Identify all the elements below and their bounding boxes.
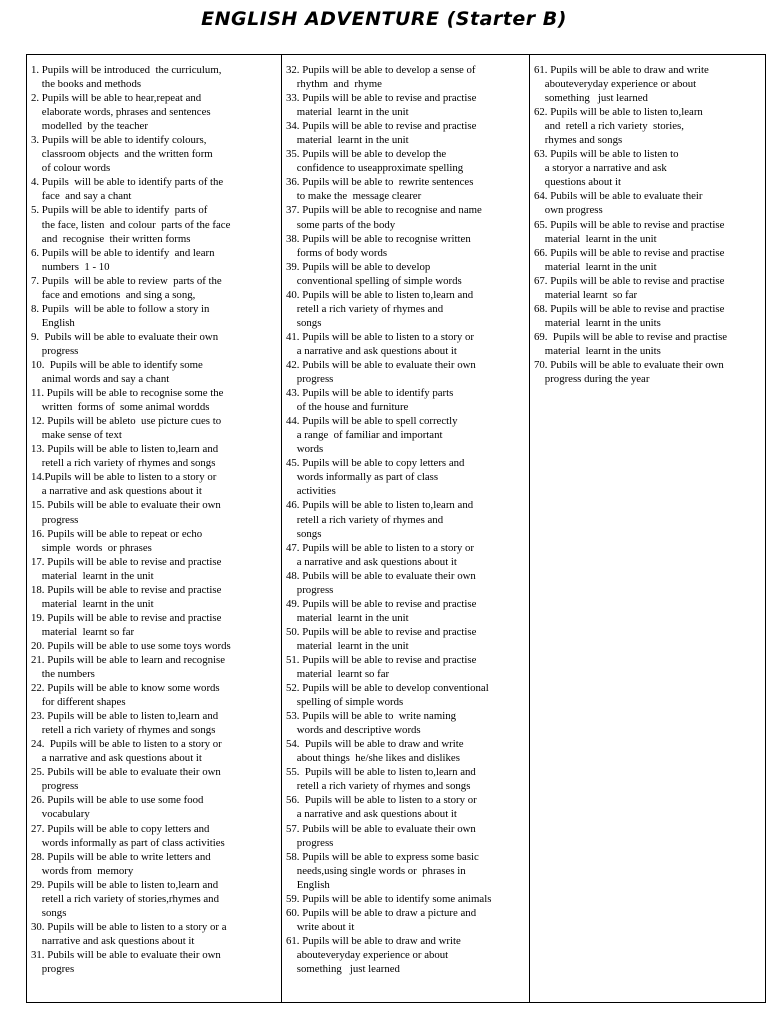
objectives-column-2 (282, 55, 530, 1002)
objective-line: 54. Pupils will be able to draw and write (286, 738, 464, 751)
objective-line: confidence to useapproximate spelling (286, 162, 464, 175)
objective-line: 57. Pubils will be able to evaluate their own (286, 822, 476, 835)
objective-line: 50. Pupils will be able to revise and practise (286, 625, 477, 638)
objective-line: rhymes and songs (534, 134, 623, 147)
objective-line: 53. Pupils will be able to write naming (286, 710, 457, 723)
objective-line: activities (286, 485, 336, 498)
objective-line: 44. Pupils will be able to spell correctly (286, 415, 458, 428)
objective-line: material learnt in the unit (286, 134, 409, 147)
objective-line: words informally as part of class (286, 471, 439, 484)
objective-line: 32. Pupils will be able to develop a sense of (286, 64, 476, 76)
objective-line: 61. Pupils will be able to draw and write (534, 64, 709, 76)
objective-line: a narrative and ask questions about it (31, 752, 202, 765)
objective-line: words and descriptive words (286, 724, 421, 737)
objective-line: a range of familiar and important (286, 429, 443, 442)
objective-line: face and say a chant (31, 190, 132, 203)
objective-line: words (286, 443, 324, 456)
objective-line: 63. Pupils will be able to listen to (534, 148, 679, 161)
objectives-table (26, 54, 766, 1003)
objective-line: 68. Pupils will be able to revise and practise (534, 302, 725, 315)
objective-line: a narrative and ask questions about it (286, 808, 457, 821)
objective-line: 26. Pupils will be able to use some food (31, 794, 204, 807)
objective-line: material learnt in the units (534, 344, 661, 357)
objective-line: 19. Pupils will be able to revise and practise (31, 611, 222, 624)
objective-line: conventional spelling of simple words (286, 274, 462, 287)
objective-line: and recognise their written forms (31, 232, 191, 245)
objective-line: 11. Pupils will be able to recognise some the (31, 387, 224, 400)
objective-line: 61. Pupils will be able to draw and write (286, 934, 461, 947)
objective-line: songs (31, 906, 67, 919)
objective-line: 10. Pupils will be able to identify some (31, 358, 203, 371)
objective-line: words from memory (31, 864, 134, 877)
objective-line: the face, listen and colour parts of the face (31, 218, 231, 231)
objective-line: of colour words (31, 162, 111, 175)
objective-line: modelled by the teacher (31, 120, 148, 133)
objective-line: 56. Pupils will be able to listen to a story or (286, 794, 477, 807)
objective-line: 20. Pupils will be able to use some toys words (31, 639, 231, 652)
objective-line: 55. Pupils will be able to listen to,learn and (286, 766, 476, 779)
objective-line: material learnt in the unit (31, 597, 154, 610)
objective-line: 6. Pupils will be able to identify and learn (31, 246, 215, 259)
objective-line: 41. Pupils will be able to listen to a story or (286, 330, 475, 343)
objective-line: 2. Pupils will be able to hear,repeat and (31, 92, 202, 105)
objective-line: songs (286, 527, 322, 540)
objective-line: words informally as part of class activities (31, 836, 225, 849)
objective-line: 51. Pupils will be able to revise and practise (286, 653, 477, 666)
objective-line: progress (286, 836, 334, 849)
objective-line: to make the message clearer (286, 190, 422, 203)
objective-line: a narrative and ask questions about it (31, 485, 202, 498)
objective-line: 43. Pupils will be able to identify parts (286, 387, 454, 400)
objective-line: 38. Pupils will be able to recognise written (286, 232, 471, 245)
objective-line: a narrative and ask questions about it (286, 555, 457, 568)
objective-line: retell a rich variety of rhymes and songs (31, 457, 216, 470)
objective-line: rhythm and rhyme (286, 78, 382, 91)
objective-line: retell a rich variety of rhymes and songs (286, 780, 471, 793)
objective-line: retell a rich variety of rhymes and (286, 302, 444, 315)
objective-line: the books and methods (31, 78, 142, 91)
objective-line: 18. Pupils will be able to revise and practise (31, 583, 222, 596)
objective-line: 49. Pupils will be able to revise and practise (286, 597, 477, 610)
objective-line: 64. Pubils will be able to evaluate their (534, 190, 703, 203)
objective-line: spelling of simple words (286, 696, 404, 709)
objectives-column-3 (530, 55, 765, 1002)
objective-line: 47. Pupils will be able to listen to a story or (286, 541, 475, 554)
objective-line: written forms of some animal wordds (31, 401, 210, 414)
objective-line: 22. Pupils will be able to know some words (31, 682, 220, 695)
document-title: ENGLISH ADVENTURE (Starter B) (201, 8, 567, 30)
objective-line: 48. Pubils will be able to evaluate their own (286, 569, 476, 582)
objective-line: 12. Pupils will be ableto use picture cues to (31, 415, 222, 428)
objective-line: 16. Pupils will be able to repeat or echo (31, 527, 203, 540)
objective-line: 29. Pupils will be able to listen to,learn and (31, 878, 219, 891)
objective-line: something just learned (534, 92, 648, 105)
objective-line: 39. Pupils will be able to develop (286, 260, 431, 273)
objective-line: about things he/she likes and dislikes (286, 752, 460, 765)
objective-line: elaborate words, phrases and sentences (31, 106, 211, 119)
objective-line: something just learned (286, 963, 400, 975)
objective-line: English (31, 316, 75, 329)
objective-line: a storyor a narrative and ask (534, 162, 667, 175)
objective-line: material learnt in the unit (534, 232, 657, 245)
objective-line: 33. Pupils will be able to revise and practise (286, 92, 477, 105)
objective-line: 14.Pupils will be able to listen to a story or (31, 471, 217, 484)
objective-line: classroom objects and the written form (31, 148, 213, 161)
objective-line: vocabulary (31, 808, 90, 821)
objective-line: progress (31, 780, 79, 793)
objective-line: questions about it (534, 176, 621, 189)
objective-line: 52. Pupils will be able to develop conventional (286, 682, 489, 695)
objective-line: 5. Pupils will be able to identify parts of (31, 204, 208, 217)
objective-line: material learnt in the unit (286, 611, 409, 624)
objective-line: make sense of text (31, 429, 122, 442)
objective-line: 9. Pubils will be able to evaluate their own (31, 330, 219, 343)
objective-line: songs (286, 316, 322, 329)
objective-line: of the house and furniture (286, 401, 409, 414)
objective-line: 13. Pupils will be able to listen to,learn and (31, 443, 219, 456)
objective-line: progres (31, 963, 75, 975)
objective-line: animal words and say a chant (31, 373, 170, 386)
objective-line: the numbers (31, 668, 95, 681)
objective-line: forms of body words (286, 246, 388, 259)
objective-line: needs,using single words or phrases in (286, 864, 466, 877)
objective-line: progress (286, 583, 334, 596)
objective-line: 37. Pupils will be able to recognise and name (286, 204, 482, 217)
objective-line: 24. Pupils will be able to listen to a story or (31, 738, 222, 751)
objective-line: narrative and ask questions about it (31, 934, 195, 947)
objective-line: 58. Pupils will be able to express some basic (286, 850, 479, 863)
objective-line: 67. Pupils will be able to revise and practise (534, 274, 725, 287)
objective-line: abouteveryday experience or about (534, 78, 697, 91)
objective-line: 30. Pupils will be able to listen to a story or a (31, 920, 227, 933)
objective-line: numbers 1 - 10 (31, 260, 110, 273)
objective-line: 35. Pupils will be able to develop the (286, 148, 447, 161)
objective-line: material learnt in the unit (286, 106, 409, 119)
objective-line: 27. Pupils will be able to copy letters and (31, 822, 210, 835)
objective-line: 46. Pupils will be able to listen to,learn and (286, 499, 474, 512)
objective-line: material learnt in the unit (31, 569, 154, 582)
objective-line: 69. Pupils will be able to revise and practise (534, 330, 728, 343)
objective-line: face and emotions and sing a song, (31, 288, 196, 301)
objective-line: 25. Pubils will be able to evaluate their own (31, 766, 221, 779)
objective-line: a narrative and ask questions about it (286, 344, 457, 357)
objective-line: material learnt so far (286, 668, 390, 681)
objective-line: progress (286, 373, 334, 386)
objective-line: 36. Pupils will be able to rewrite sentences (286, 176, 474, 189)
objective-line: retell a rich variety of stories,rhymes and (31, 892, 219, 905)
objective-line: 8. Pupils will be able to follow a story in (31, 302, 210, 315)
objective-line: material learnt so far (534, 288, 638, 301)
objective-line: and retell a rich variety stories, (534, 120, 684, 133)
objective-line: 45. Pupils will be able to copy letters and (286, 457, 465, 470)
objective-line: 28. Pupils will be able to write letters and (31, 850, 211, 863)
objective-line: abouteveryday experience or about (286, 948, 449, 961)
objective-line: progress (31, 513, 79, 526)
objective-line: simple words or phrases (31, 541, 152, 554)
objective-line: material learnt in the units (534, 316, 661, 329)
objective-line: 7. Pupils will be able to review parts of the (31, 274, 222, 287)
objective-line: own progress (534, 204, 603, 217)
objective-line: 3. Pupils will be able to identify colours, (31, 134, 207, 147)
objective-line: English (286, 878, 330, 891)
objective-line: 4. Pupils will be able to identify parts of the (31, 176, 224, 189)
objective-line: material learnt so far (31, 625, 135, 638)
objective-line: 60. Pupils will be able to draw a picture and (286, 906, 477, 919)
objective-line: 1. Pupils will be introduced the curriculum, (31, 64, 222, 76)
objective-line: retell a rich variety of rhymes and songs (31, 724, 216, 737)
objective-line: 31. Pubils will be able to evaluate their own (31, 948, 221, 961)
objective-line: write about it (286, 920, 355, 933)
objectives-column-1 (27, 55, 282, 1002)
objective-line: 34. Pupils will be able to revise and practise (286, 120, 477, 133)
objective-line: retell a rich variety of rhymes and (286, 513, 444, 526)
objective-line: material learnt in the unit (534, 260, 657, 273)
objective-line: 17. Pupils will be able to revise and practise (31, 555, 222, 568)
objective-line: 65. Pupils will be able to revise and practise (534, 218, 725, 231)
objective-line: progress during the year (534, 373, 650, 386)
objective-line: 42. Pubils will be able to evaluate their own (286, 358, 476, 371)
objective-line: 23. Pupils will be able to listen to,learn and (31, 710, 219, 723)
objective-line: some parts of the body (286, 218, 396, 231)
objective-line: 66. Pupils will be able to revise and practise (534, 246, 725, 259)
objective-line: 70. Pubils will be able to evaluate their own (534, 358, 724, 371)
objective-line: 59. Pupils will be able to identify some animals (286, 892, 492, 905)
objective-line: material learnt in the unit (286, 639, 409, 652)
objective-line: for different shapes (31, 696, 126, 709)
objective-line: progress (31, 344, 79, 357)
objective-line: 40. Pupils will be able to listen to,learn and (286, 288, 474, 301)
objective-line: 62. Pupils will be able to listen to,learn (534, 106, 703, 119)
objective-line: 15. Pubils will be able to evaluate their own (31, 499, 221, 512)
objective-line: 21. Pupils will be able to learn and recognise (31, 653, 225, 666)
